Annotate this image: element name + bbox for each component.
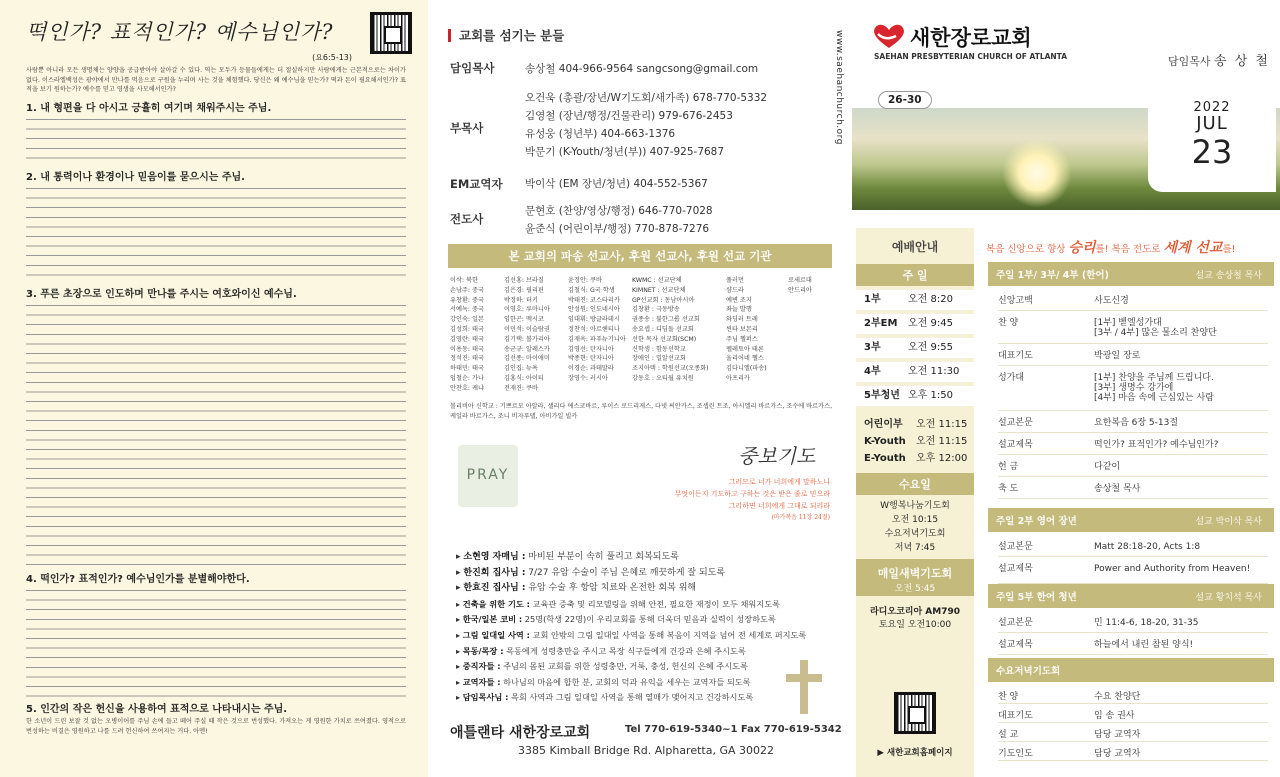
church-name-english: SAEHAN PRESBYTERIAN CHURCH OF ATLANTA — [874, 52, 1068, 61]
cross-icon — [786, 660, 822, 714]
service-time: 오전 8:20 — [908, 294, 953, 305]
kids-service-time: 오후 12:00 — [916, 453, 968, 464]
missionary-entry: 안찬호: 케냐 — [450, 384, 484, 392]
em-pastor-role: EM교역자 — [450, 177, 503, 191]
website-link[interactable]: www.saehanchurch.org — [834, 30, 844, 145]
prayer-request: 하나님의 마음에 합한 분, 교회의 덕과 유익을 세우는 교역자들 되도록 — [503, 676, 751, 687]
dawn-header — [856, 559, 974, 596]
order2-title: 주일 2부 영어 장년 — [996, 516, 1077, 527]
missionary-entry: 윤정안: 쿠바 — [568, 277, 602, 284]
senior-pastor-role: 담임목사 — [450, 61, 495, 75]
wednesday-header: 수요일 — [856, 473, 974, 495]
dawn-title: 매일새벽기도회 — [877, 567, 953, 580]
order-label: 설교제목 — [998, 440, 1033, 450]
missionary-entry: 송군규: 알레스카 — [504, 345, 550, 353]
missionary-entry: 송요셉 : 디딤돌 선교회 — [632, 325, 694, 333]
sermon-intro: 사람뿐 아니라 모든 생명체는 양양을 공급받아야 살아갈 수 있다. 역는 모두가 등물들에게는 더 절실하지만 사람에게는 근본적으로는 차이가 없다. 이스라엘백성은 광야에서 만나를 먹음으로 구원을 누리며 사는 것을 체험했다. 당신은 왜 예수님을 믿는가? 떡과 돈이 필요해서인가? 표적을 보기 원하는가? 예수를 믿고 영생을 사모해서인가? — [26, 67, 406, 94]
associate-pastor-4: 박문기 (K-Youth/청년(부)) 407-925-7687 — [525, 146, 725, 158]
sermon-body-1 — [26, 116, 406, 165]
radio-time: 토요일 오전10:00 — [878, 620, 952, 630]
order-value: 떡인가? 표적인가? 예수님인가? — [1094, 440, 1219, 450]
missionary-entry: 신학생 : 함동선학교 — [632, 345, 686, 353]
order-label: 기도인도 — [998, 749, 1033, 759]
missionary-entry: 이삭: 북한 — [450, 277, 478, 284]
service-time: 오전 9:55 — [908, 342, 953, 353]
sermon-point-4: 4. 떡인가? 표적인가? 예수님인가를 분별해야한다. — [26, 574, 250, 585]
kids-service-row — [856, 416, 974, 433]
missionary-entry: GP선교회 : 동남아시아 — [632, 296, 695, 304]
missions-col-4 — [632, 276, 709, 384]
kids-service-time: 오전 11:15 — [916, 419, 968, 430]
sermon-title: 떡인가? 표적인가? 예수님인가? — [26, 20, 334, 44]
missionary-entry: 예변 조지 — [726, 296, 752, 304]
verse-line-2: 무엇이든지 기도하고 구하는 것은 받은 줄로 믿으라 — [674, 490, 830, 498]
associate-pastor-1: 오건욱 (총괄/장년/W기도회/새가족) 678-770-5332 — [525, 92, 768, 104]
order-label: 대표기도 — [998, 711, 1033, 721]
sermon-reference: (요6:5-13) — [312, 53, 352, 62]
verse-ref: (마가복음 11장 24절) — [771, 514, 830, 521]
sunday-service-row — [856, 314, 974, 334]
footer-church: 애틀랜타 새한장로교회 — [450, 725, 591, 741]
missionary-entry: 조지아텍 : 학원선교(오종화) — [632, 365, 709, 373]
evangelist-2: 윤준식 (어린이부/행정) 770-878-7276 — [525, 223, 710, 235]
order-value: 담당 교역자 — [1094, 749, 1141, 759]
missionary-entry: KWMC : 선교단체 — [632, 277, 682, 284]
vision-part-2: 승리 — [1068, 240, 1096, 256]
order-label: 설교본문 — [998, 618, 1033, 628]
sermon-outro: 한 소년이 드린 보잘 것 없는 오병이어를 주님 손에 들고 떼어 주실 때 작은 것으로 번성했다. 가져오는 게 영원한 가치로 쓰여졌다. 영적으로 번성하는 비결은 영원하고 나를 드려 헌신하여 쓰여지는 거다. 아멘! — [26, 718, 406, 735]
sunday-header: 주 일 — [856, 264, 974, 286]
order-row — [998, 480, 1268, 499]
prayer-item: ▸ 그림 일대일 사역 : 교회 안밖의 그림 일대일 사역을 통해 복음이 지역을 넘어 전 세계로 퍼지도록 — [456, 629, 807, 640]
missionary-entry: 정석진: 태국 — [450, 355, 484, 363]
sunday-service-row — [856, 386, 974, 406]
schedule-title: 예배안내 — [891, 240, 939, 254]
order3-header — [988, 584, 1274, 608]
heart-logo-icon — [872, 22, 906, 50]
order-label: 대표기도 — [998, 351, 1033, 361]
homepage-qr-code[interactable] — [894, 692, 936, 734]
prayer-request: 주님의 몸된 교회를 위한 성령충만, 거룩, 충성, 헌신의 은혜 주시도록 — [503, 661, 748, 672]
order4-header — [988, 658, 1274, 682]
missionary-entry: 로세르대 — [788, 277, 812, 284]
prayer-item: ▸ 교역자들 : 하나님의 마음에 합한 분, 교회의 덕과 유익을 세우는 교역자들 되도록 — [456, 676, 751, 687]
staff-section-title: 교회를 섬기는 분들 — [448, 26, 564, 44]
order-label: 신앙고백 — [998, 296, 1033, 306]
pray-badge — [458, 445, 518, 507]
date-box — [1148, 92, 1276, 192]
order-row — [998, 414, 1268, 433]
day: 23 — [1191, 133, 1233, 171]
missionary-entry: 좌늘 발행 — [726, 306, 752, 314]
prayer-request: 7/27 유암 수술이 주님 은혜로 깨끗하게 잘 되도록 — [528, 567, 726, 578]
wed-prayer-2: 수요저녁기도회 — [884, 529, 946, 539]
order-value: 다같이 — [1094, 462, 1121, 472]
missionary-entry: 김선종: 마이애미 — [504, 355, 550, 363]
missionary-entry: 이용동: 태국 — [450, 345, 484, 353]
missionary-entry: 김은경: 필리핀 — [504, 286, 544, 294]
missionary-entry: 강동호 : 오티월 유치원 — [632, 374, 694, 382]
staff-panel — [428, 0, 852, 777]
service-name: 4부 — [864, 366, 881, 377]
sermon-panel — [0, 0, 428, 777]
missionary-entry: 서예녹: 중국 — [450, 306, 484, 314]
prayer-item: ▸ 목동/목장 : 목동에게 성령충만을 주시고 목장 식구들에게 건강과 은혜 주시도록 — [456, 645, 746, 656]
order-label: 설교본문 — [998, 542, 1033, 552]
prayer-item: ▸ 한효진 집사님 : 유암 수술 후 항암 치료와 온전한 회복 위해 — [456, 583, 697, 594]
missionary-entry: 유창환: 중국 — [450, 296, 484, 304]
sunday-services — [856, 286, 974, 406]
missionary-entry: 김선홍: 브라질 — [504, 277, 544, 284]
order-label: 설교제목 — [998, 564, 1033, 574]
missionary-entry: 주님 헬퍼스 — [726, 335, 758, 343]
wed-prayer-2-time: 저녁 7:45 — [894, 543, 936, 553]
pray-label: PRAY — [466, 467, 510, 483]
order-row — [998, 314, 1268, 344]
missionary-entry: 안드리아 — [788, 286, 812, 294]
missionary-entry: 김홍식: 아이티 — [504, 374, 544, 382]
missions-footnote: 볼리비아 신학교 : 기쁘르모 아알라, 셀리다 에스코바르, 루이스 로드리게스, 다넷 씨안카스, 조셉린 트조, 아시엘리 바르가스, 조수에 바르가스, 케일라 바르가스, 조니 비자루델, 아비가일 빌카 — [450, 403, 833, 420]
missionary-entry: 아프리카 — [726, 374, 750, 382]
evangelist-role: 전도사 — [450, 212, 484, 226]
kids-services — [856, 410, 974, 467]
order-row — [998, 745, 1268, 761]
order-value: 수요 찬양단 — [1094, 692, 1141, 702]
prayer-item: ▸ 한국/일본 코비 : 25명(학생 22명)이 우리교회를 통해 더욱더 믿음과 실력이 성장하도록 — [456, 614, 776, 625]
order-value: 민 11:4-6, 18-20, 31-35 — [1094, 618, 1199, 628]
prayer-subject: 건축을 위한 기도 : — [462, 598, 530, 609]
missionary-entry: 장애인 : 밀알선교회 — [632, 355, 686, 363]
prayer-subject: 소현영 자매님 : — [463, 552, 526, 562]
kids-service-name: 어린이부 — [864, 419, 903, 430]
wed-prayer-1-time: 오전 10:15 — [891, 515, 939, 525]
order-value: 사도신경 — [1094, 296, 1129, 306]
vision-part-4: 세계 선교 — [1163, 240, 1223, 256]
service-time: 오후 1:50 — [908, 390, 953, 401]
prayer-request: 유암 수술 후 항암 치료와 온전한 회복 위해 — [528, 583, 697, 594]
missionary-entry: 정찬석: 아르헨티나 — [568, 325, 620, 333]
vision-part-1: 복음 신앙으로 향상 — [986, 244, 1069, 255]
homepage-link[interactable]: ▶ 새한교회홈페이지 — [877, 748, 953, 758]
kids-service-row — [856, 433, 974, 450]
missions-col-5 — [726, 276, 767, 384]
missions-col-2 — [504, 276, 550, 394]
missionary-entry: 박태진: 코스타리카 — [568, 296, 620, 304]
order-row — [998, 436, 1268, 455]
missionary-entry: 이영호: 루마니아 — [504, 306, 550, 314]
sermon-point-2: 2. 내 통력이나 환경이나 믿음이를 묻으시는 주님. — [26, 172, 245, 183]
missionary-entry: 임철순: 가나 — [450, 374, 484, 382]
footer-phone: Tel 770-619-5340~1 Fax 770-619-5342 — [625, 724, 842, 735]
vision-part-3: 를! 복음 전도로 — [1095, 244, 1164, 255]
order2-header — [988, 508, 1274, 532]
order-row — [998, 369, 1268, 411]
missions-col-6 — [788, 276, 812, 296]
missionary-entry: 하태민: 태국 — [450, 365, 484, 373]
wed-prayer-1: W행복나눔기도회 — [880, 501, 950, 511]
missionary-entry: 박종현: 탄자니아 — [568, 355, 614, 363]
order-label: 설 교 — [998, 730, 1019, 740]
order-row — [998, 347, 1268, 366]
missionary-entry: 강인숙: 일본 — [450, 316, 484, 324]
order-row — [998, 707, 1268, 723]
missionary-entry: 권종송 : 불한그룹 선교회 — [632, 316, 700, 324]
wednesday-services — [856, 495, 974, 559]
prayer-item: ▸ 중직자들 : 주님의 몸된 교회를 위한 성령충만, 거룩, 충성, 헌신의 은혜 주시도록 — [456, 661, 748, 672]
missionary-entry: 김기택: 볼가리아 — [504, 335, 550, 343]
missionary-entry: 임대휘: 방글라데시 — [568, 316, 620, 324]
prayer-verse — [675, 476, 830, 524]
associate-pastor-role: 부목사 — [450, 121, 484, 135]
missions-col-1 — [450, 276, 484, 394]
sermon-body-3 — [26, 302, 406, 567]
missionary-entry: 김재옥: 파푸뉴기니아 — [568, 335, 626, 343]
order-row — [998, 726, 1268, 742]
prayer-request: 25명(학생 22명)이 우리교회를 통해 더욱더 믿음과 실력이 성장하도록 — [524, 614, 776, 625]
prayer-subject: 목동/목장 : — [462, 645, 504, 656]
order4-title: 수요저녁기도회 — [996, 666, 1061, 677]
missionary-entry: 전재진: 쿠바 — [504, 384, 538, 392]
missions-title: 본 교회의 파송 선교사, 후원 선교사, 후원 선교 기관 — [448, 244, 832, 268]
order1-preacher: 설교 송상철 목사 — [1195, 271, 1262, 281]
church-vision — [986, 237, 1235, 257]
missionary-entry: 박정하: 터키 — [504, 296, 538, 304]
prayer-subject: 한국/일본 코비 : — [462, 614, 523, 625]
missionary-entry: 샴드라 — [726, 286, 744, 294]
order-row — [998, 292, 1268, 311]
order-label: 축 도 — [998, 484, 1019, 494]
associate-pastor-2: 김영철 (장년/행정/건물관리) 979-676-2453 — [525, 110, 733, 122]
order2-preacher: 설교 박이삭 목사 — [1195, 517, 1262, 527]
missionary-entry: 씬타 보몬리 — [726, 325, 758, 333]
sunday-service-row — [856, 338, 974, 358]
service-name: 5부청년 — [864, 390, 900, 401]
missionary-entry: 김다니엘(파송) — [726, 365, 767, 373]
pastor-label: 담임목사 — [1168, 55, 1211, 68]
sermon-body-4 — [26, 587, 406, 697]
month: JUL — [1196, 113, 1228, 134]
evangelist-1: 문현호 (찬양/영상/행정) 646-770-7028 — [525, 205, 713, 217]
service-name: 3부 — [864, 342, 881, 353]
missionary-entry: 장영수: 러시아 — [568, 374, 608, 382]
missionary-entry: 김영란: 태국 — [450, 335, 484, 343]
missionary-entry: 김창환 : 극동방송 — [632, 306, 680, 314]
senior-pastor — [1168, 50, 1270, 69]
order-label: 찬 양 — [998, 318, 1019, 328]
year: 2022 — [1193, 100, 1231, 115]
order3-preacher: 설교 황치석 목사 — [1195, 593, 1262, 603]
prayer-request: 목회 사역과 그림 일대일 사역을 통해 열매가 맺어지고 건강하시도록 — [511, 692, 754, 703]
order-row — [998, 458, 1268, 477]
order-value: 요한복음 6장 5-13절 — [1094, 418, 1179, 428]
service-name: 1부 — [864, 294, 881, 305]
order-value: 박광일 장로 — [1094, 351, 1141, 361]
prayer-subject: 그림 일대일 사역 : — [462, 629, 530, 640]
missionary-entry: 김성희: 태국 — [450, 325, 484, 333]
missionary-entry: 선한 목자 선교회(SCM) — [632, 335, 697, 343]
verse-line-1: 그러므로 너가 너희에게 말하노니 — [728, 478, 830, 486]
qr-code[interactable] — [370, 12, 412, 54]
sermon-point-1: 1. 내 형편을 다 아시고 긍휼히 여기며 채워주시는 주님. — [26, 103, 272, 114]
order-value: Matt 28:18-20, Acts 1:8 — [1094, 542, 1201, 552]
service-name: 2부EM — [864, 318, 898, 329]
em-pastor-contact: 박이삭 (EM 장년/청년) 404-552-5367 — [525, 178, 708, 190]
order3-title: 주일 5부 한어 청년 — [996, 592, 1077, 603]
vision-part-5: 를! — [1222, 244, 1236, 255]
sunday-service-row — [856, 290, 974, 310]
order-value: [1부] 벧엘성가대 [3부 / 4부] 많은 물소리 찬양단 — [1094, 318, 1217, 338]
prayer-request: 마비된 부분이 속히 풀리고 회복되도록 — [528, 552, 679, 562]
order-row — [998, 614, 1268, 633]
missionary-entry: 울리어네 헬스 — [726, 355, 764, 363]
sunday-service-row — [856, 362, 974, 382]
missionary-entry: 와딩러 트레 — [726, 316, 758, 324]
order-row — [998, 560, 1268, 584]
missionary-entry: 손남주: 중국 — [450, 286, 484, 294]
prayer-list — [456, 550, 826, 706]
prayer-subject: 한효진 집사님 : — [463, 583, 526, 594]
prayer-item: ▸ 소현영 자매님 : 마비된 부분이 속히 풀리고 회복되도록 — [456, 552, 679, 562]
order-row — [998, 688, 1268, 704]
order1-header — [988, 262, 1274, 286]
kids-service-time: 오전 11:15 — [916, 436, 968, 447]
prayer-item: ▸ 담임목사님 : 목회 사역과 그림 일대일 사역을 통해 열매가 맺어지고 건강하시도록 — [456, 692, 754, 703]
prayer-request: 목동에게 성령충만을 주시고 목장 식구들에게 건강과 은혜 주시도록 — [506, 645, 746, 656]
kids-service-row — [856, 450, 974, 467]
order1-title: 주일 1부/ 3부/ 4부 (한어) — [996, 270, 1109, 281]
prayer-subject: 교역자들 : — [462, 676, 501, 687]
dawn-time: 오전 5:45 — [894, 584, 936, 594]
missionary-entry: 김인집: 뉴욕 — [504, 365, 538, 373]
footer-address: 3385 Kimball Bridge Rd. Alpharetta, GA 30022 — [518, 744, 775, 757]
order-value: 하늘에서 내린 참된 양식! — [1094, 640, 1194, 650]
order-value: 임 송 권사 — [1094, 711, 1135, 721]
sermon-point-3: 3. 푸른 초장으로 인도하며 만나를 주시는 여호와이신 예수님. — [26, 289, 297, 300]
missions-col-3 — [568, 276, 626, 384]
prayer-subject: 담임목사님 : — [462, 692, 509, 703]
service-time: 오전 11:30 — [908, 366, 960, 377]
order-label: 찬 양 — [998, 692, 1019, 702]
associate-pastor-3: 유성웅 (청년부) 404-663-1376 — [525, 128, 676, 140]
date-range: 26-30 — [878, 91, 932, 109]
order-value: 담당 교역자 — [1094, 730, 1141, 740]
sermon-body-2 — [26, 185, 406, 282]
service-schedule — [856, 228, 974, 777]
prayer-request: 교회 안밖의 그림 일대일 사역을 통해 복음이 지역을 넘어 전 세계로 퍼지도록 — [532, 629, 807, 640]
kids-service-name: E-Youth — [864, 453, 906, 464]
cover-panel — [852, 0, 1280, 777]
order-label: 헌 금 — [998, 462, 1019, 472]
verse-line-3: 그리하면 너희에게 그대로 되리라 — [728, 502, 830, 510]
missionary-entry: 김영선: 탄자니아 — [568, 345, 614, 353]
church-name: 새한장로교회 — [910, 26, 1032, 50]
prayer-item: ▸ 한진희 집사님 : 7/27 유암 수술이 주님 은혜로 깨끗하게 잘 되도록 — [456, 567, 726, 578]
missionary-entry: 풀러먼 — [726, 277, 744, 284]
order-label: 설교제목 — [998, 640, 1033, 650]
order-value: [1부] 찬양을 주님께 드립니다. [3부] 생명수 강가에 [4부] 마음 속에 근심있는 사람 — [1094, 373, 1214, 403]
missionary-entry: 안성원: 인도네시아 — [568, 306, 620, 314]
order-row — [998, 636, 1268, 655]
order-value: 송상철 목사 — [1094, 484, 1141, 494]
missionary-entry: KIMNET : 선교단체 — [632, 286, 686, 294]
sun-glow — [1002, 138, 1072, 208]
missionary-entry: 이경순: 과테말라 — [568, 365, 614, 373]
missionary-entry: 김철식: G국 학생 — [568, 286, 615, 294]
order-label: 설교본문 — [998, 418, 1033, 428]
prayer-request: 교육관 증축 및 리모델링을 위해 안전, 필요한 재정이 모두 채워지도록 — [532, 598, 781, 609]
prayer-subject: 중직자들 : — [462, 661, 501, 672]
order-value: Power and Authority from Heaven! — [1094, 564, 1251, 574]
senior-pastor-contact: 송상철 404-966-9564 sangcsong@gmail.com — [525, 63, 759, 75]
kids-service-name: K-Youth — [864, 436, 906, 447]
prayer-title: 중보기도 — [738, 444, 816, 468]
sermon-point-5: 5. 인간의 작은 헌신을 사용하여 표적으로 나타내시는 주님. — [26, 704, 288, 715]
pastor-name: 송 상 철 — [1214, 54, 1270, 69]
service-time: 오전 9:45 — [908, 318, 953, 329]
missionary-entry: 이민석: 이슬람권 — [504, 325, 550, 333]
order-label: 성가대 — [998, 373, 1025, 383]
prayer-subject: 한진희 집사님 : — [463, 567, 526, 578]
radio-broadcast: 라디오코리아 AM790 — [869, 607, 960, 617]
order-row — [998, 538, 1268, 557]
prayer-item: ▸ 건축을 위한 기도 : 교육관 증축 및 리모델링을 위해 안전, 필요한 재정이 모두 채워지도록 — [456, 598, 781, 609]
missionary-entry: 임한곤: 멕시코 — [504, 316, 544, 324]
missionary-entry: 펠레툐아 태론 — [726, 345, 764, 353]
